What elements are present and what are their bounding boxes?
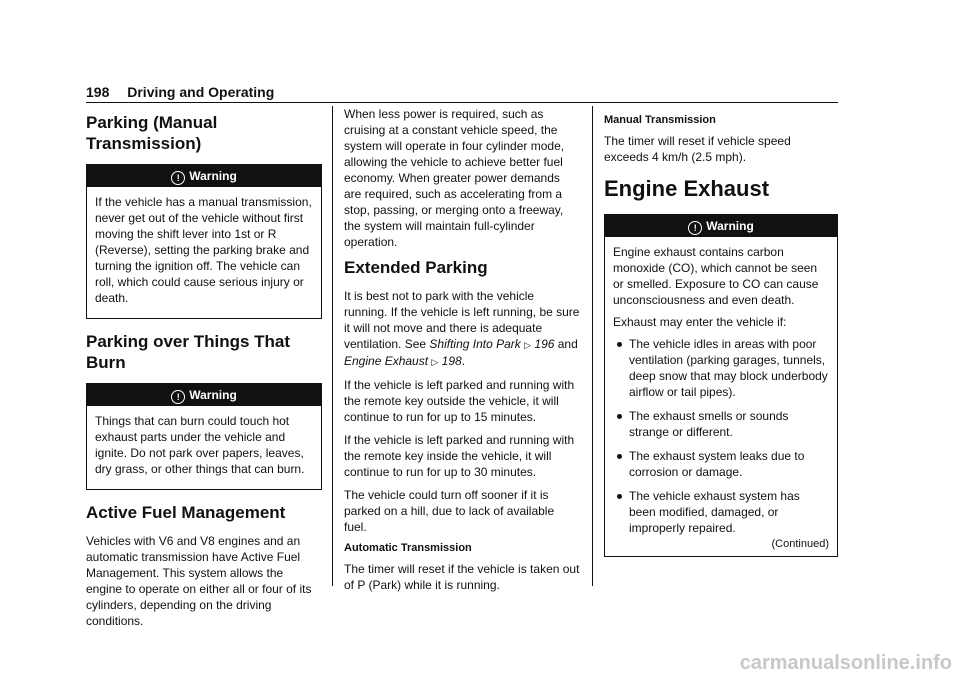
column-2 <box>344 106 580 600</box>
extended-p3: If the vehicle is left parked and running with the remote key inside the vehicle, it will continue to run for up to 30 minutes. <box>344 433 575 479</box>
header-rule <box>86 102 838 103</box>
xref-page[interactable]: 198 <box>441 354 462 368</box>
arrow-icon: ▷ <box>524 340 532 350</box>
bullet-icon <box>617 494 622 499</box>
afm-continued-text: When less power is required, such as cruising at a constant vehicle speed, the system will operate in four cylinder mode, allowing the vehicle to achieve better fuel economy. When greater power demands are required, such as accelerating from a stop, passing, or merging onto a freeway, the system will maintain full-cylinder operation. <box>344 107 565 249</box>
list-item <box>613 408 829 440</box>
watermark: carmanualsonline.info <box>739 652 952 674</box>
warning-text: If the vehicle has a manual transmission, never get out of the vehicle without first moving the shift lever into 1st or R (Reverse), setting the parking brake and turning the ignition off. The vehicle can roll, which could cause serious injury or death. <box>95 195 312 305</box>
exhaust-p2: Exhaust may enter the vehicle if: <box>613 315 787 329</box>
list-item-text: The vehicle exhaust system has been modified, damaged, or improperly repaired. <box>629 489 800 535</box>
warning-header <box>605 215 837 237</box>
column-divider-2 <box>592 106 593 586</box>
column-1 <box>86 106 322 636</box>
extended-p1-text: It is best not to park with the vehicle running. If the vehicle is left running, be sure it will not move and there is adequate ventilation. See <box>344 289 580 351</box>
subheading-automatic: Automatic Transmission <box>344 542 472 554</box>
warning-label: Warning <box>706 219 754 233</box>
heading-afm: Active Fuel Management <box>86 503 286 522</box>
heading-engine-exhaust: Engine Exhaust <box>604 176 770 201</box>
column-divider-1 <box>332 106 333 586</box>
warning-header <box>87 384 321 406</box>
bullet-icon <box>617 454 622 459</box>
continued-label: (Continued) <box>771 538 829 550</box>
heading-extended-parking: Extended Parking <box>344 258 488 277</box>
manual-text: The timer will reset if vehicle speed exceeds 4 km/h (2.5 mph). <box>604 134 791 164</box>
warning-text: Things that can burn could touch hot exhaust parts under the vehicle and ignite. Do not park over papers, leaves, dry grass, or other things that can burn. <box>95 414 305 476</box>
afm-text: Vehicles with V6 and V8 engines and an automatic transmission have Active Fuel Management. This system allows the engine to operate on either all or four of its cylinders, depending on the driving conditions. <box>86 534 312 628</box>
heading-parking-manual: Parking (Manual Transmission) <box>86 113 218 153</box>
extended-p4: The vehicle could turn off sooner if it is parked on a hill, due to lack of available fuel. <box>344 488 555 534</box>
warning-label: Warning <box>189 388 237 402</box>
heading-parking-burn: Parking over Things That Burn <box>86 332 291 372</box>
warning-box-parking-manual <box>86 164 322 319</box>
list-item <box>613 448 829 480</box>
extended-p2: If the vehicle is left parked and running with the remote key outside the vehicle, it will continue to run for up to 15 minutes. <box>344 378 575 424</box>
section-title: Driving and Operating <box>127 84 275 100</box>
xref-page[interactable]: 196 <box>534 337 555 351</box>
page-header <box>86 84 274 100</box>
column-3 <box>604 106 838 569</box>
automatic-text: The timer will reset if the vehicle is taken out of P (Park) while it is running. <box>344 562 580 592</box>
subheading-manual: Manual Transmission <box>604 114 716 126</box>
period: . <box>461 354 466 368</box>
list-item <box>613 336 829 400</box>
list-item <box>613 488 829 536</box>
list-item-text: The exhaust system leaks due to corrosion or damage. <box>629 449 805 479</box>
arrow-icon: ▷ <box>431 357 439 367</box>
warning-icon: ! <box>171 171 185 185</box>
warning-header <box>87 165 321 187</box>
exhaust-list <box>613 336 829 536</box>
extended-p1 <box>344 288 580 370</box>
bullet-icon <box>617 342 622 347</box>
warning-box-engine-exhaust <box>604 214 838 557</box>
list-item-text: The exhaust smells or sounds strange or different. <box>629 409 789 439</box>
warning-label: Warning <box>189 169 237 183</box>
list-item-text: The vehicle idles in areas with poor ventilation (parking garages, tunnels, deep snow that may block underbody airflow or tail pipes). <box>629 337 828 399</box>
warning-icon: ! <box>171 390 185 404</box>
xref-engine-exhaust[interactable]: Engine Exhaust <box>344 354 429 368</box>
warning-box-parking-burn <box>86 383 322 490</box>
exhaust-p1: Engine exhaust contains carbon monoxide (CO), which cannot be seen or smelled. Exposure to CO can cause unconsciousness and even death. <box>613 245 819 307</box>
and-text: and <box>554 337 578 351</box>
bullet-icon <box>617 414 622 419</box>
page-number: 198 <box>86 84 110 100</box>
warning-icon: ! <box>688 221 702 235</box>
xref-shifting-into-park[interactable]: Shifting Into Park <box>429 337 521 351</box>
